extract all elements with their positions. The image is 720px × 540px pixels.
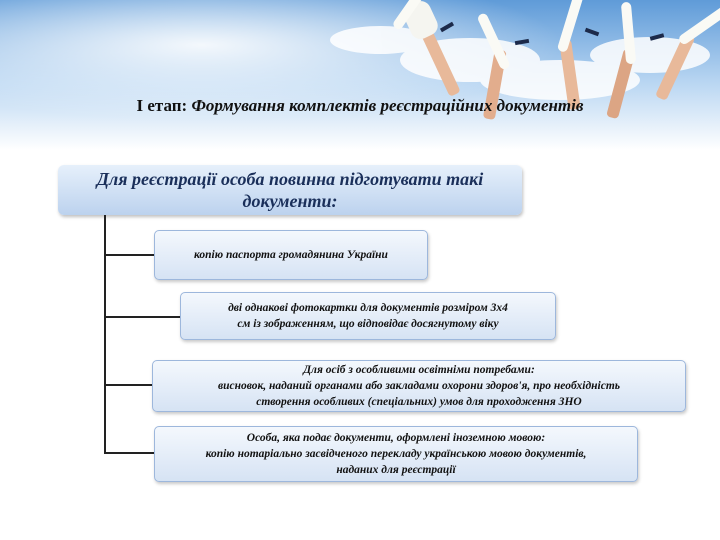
item-line: створення особливих (спеціальних) умов для проходження ЗНО bbox=[256, 396, 582, 408]
document-item-passport bbox=[154, 230, 428, 280]
slide-title bbox=[60, 95, 660, 117]
tree-branch-2 bbox=[104, 316, 180, 318]
item-line: Особа, яка подає документи, оформлені іноземною мовою: bbox=[246, 432, 546, 444]
item-line: наданих для реєстрації bbox=[336, 464, 456, 476]
document-item-photos bbox=[180, 292, 556, 340]
item-line: Для осіб з особливими освітніми потребами: bbox=[303, 364, 535, 376]
item-line: копію нотаріально засвідченого перекладу українською мовою документів, bbox=[205, 448, 587, 460]
document-item-foreign-language bbox=[154, 426, 638, 482]
main-box bbox=[58, 165, 522, 215]
slide-title-rest: Формування комплектів реєстраційних документів bbox=[191, 96, 584, 115]
tree-branch-3 bbox=[104, 384, 152, 386]
slide-title-lead: I етап: bbox=[136, 96, 188, 115]
tree-branch-4 bbox=[104, 452, 154, 454]
document-item-special-needs bbox=[152, 360, 686, 412]
header-banner-image bbox=[0, 0, 720, 150]
item-line: висновок, наданий органами або закладами охорони здоров'я, про необхідність bbox=[217, 380, 621, 392]
item-line: копію паспорта громадянина України bbox=[194, 249, 388, 261]
tree-vertical-line bbox=[104, 215, 106, 453]
item-line: см із зображенням, що відповідає досягнутому віку bbox=[237, 318, 499, 330]
tree-branch-1 bbox=[104, 254, 154, 256]
item-line: дві однакові фотокартки для документів розміром 3х4 bbox=[228, 302, 508, 314]
main-box-text: Для реєстрації особа повинна підготувати такі документи: bbox=[96, 169, 484, 211]
